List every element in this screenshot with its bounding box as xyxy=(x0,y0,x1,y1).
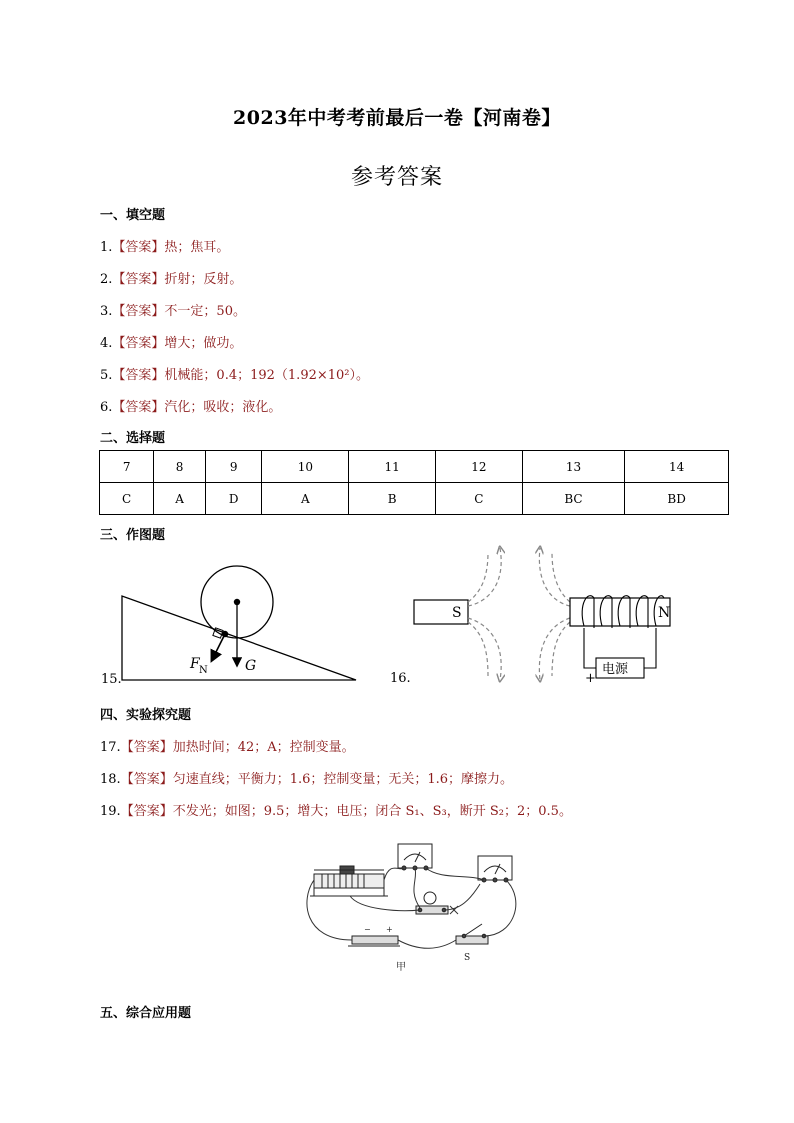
table-cell: BC xyxy=(522,483,625,515)
answer-text: 热；焦耳。 xyxy=(164,240,230,255)
figure-19-circuit xyxy=(300,840,530,975)
power-supply-label: 电源 xyxy=(602,662,629,677)
answer-line xyxy=(100,396,281,415)
question-number: 17. xyxy=(100,740,121,755)
question-number: 2. xyxy=(100,272,113,287)
question-number: 19. xyxy=(100,804,121,819)
answer-text: 加热时间；42；A；控制变量。 xyxy=(172,740,355,755)
answer-tag: 【答案】 xyxy=(112,272,165,287)
ammeter xyxy=(478,856,512,882)
answer-line xyxy=(100,236,229,255)
answer-text: 匀速直线；平衡力；1.6；控制变量；无关；1.6；摩擦力。 xyxy=(172,772,514,787)
figure-16-magnetic-field xyxy=(388,544,678,690)
answer-text: 增大；做功。 xyxy=(164,336,243,351)
answer-line xyxy=(100,332,242,351)
table-cell: 13 xyxy=(522,451,625,483)
magnet-s-label: S xyxy=(452,605,462,621)
answer-tag: 【答案】 xyxy=(120,740,173,755)
document-subtitle: 参考答案 xyxy=(350,165,443,190)
answer-tag: 【答案】 xyxy=(112,240,165,255)
question-number: 4. xyxy=(100,336,113,351)
section-heading-choice: 二、选择题 xyxy=(100,431,166,446)
answer-tag: 【答案】 xyxy=(112,400,165,415)
answer-line xyxy=(100,768,513,787)
question-number: 1. xyxy=(100,240,113,255)
section-heading-experiment: 四、实验探究题 xyxy=(100,708,192,723)
answer-text: 汽化；吸收；液化。 xyxy=(164,400,282,415)
answer-text: 不一定；50。 xyxy=(164,304,246,319)
answer-line xyxy=(100,800,572,819)
question-number: 6. xyxy=(100,400,113,415)
answer-line xyxy=(100,300,246,319)
table-cell: C xyxy=(436,483,523,515)
table-cell: 14 xyxy=(625,451,729,483)
section-heading-comprehensive: 五、综合应用题 xyxy=(100,1006,192,1021)
battery-negative: − xyxy=(364,925,371,934)
rheostat xyxy=(310,866,388,896)
answer-line xyxy=(100,268,242,287)
document-title: 2023年中考考前最后一卷【河南卷】 xyxy=(233,107,561,129)
battery xyxy=(348,936,400,946)
answer-tag: 【答案】 xyxy=(120,804,173,819)
section-heading-fill: 一、填空题 xyxy=(100,208,166,223)
field-lines xyxy=(468,548,570,680)
figure-15-label: 15. xyxy=(101,672,122,687)
battery-positive: + xyxy=(386,925,393,934)
table-cell: 12 xyxy=(436,451,523,483)
answer-tag: 【答案】 xyxy=(112,304,165,319)
question-number: 5. xyxy=(100,368,113,383)
answer-tag: 【答案】 xyxy=(112,368,165,383)
table-cell: C xyxy=(100,483,154,515)
normal-force-label: F xyxy=(190,656,200,672)
answer-text: 折射；反射。 xyxy=(164,272,243,287)
answer-line xyxy=(100,364,369,383)
table-cell: A xyxy=(154,483,206,515)
table-cell: A xyxy=(262,483,349,515)
section-heading-drawing: 三、作图题 xyxy=(100,528,166,543)
answer-text: 机械能；0.4；192（1.92×10²）。 xyxy=(164,368,370,383)
figure-15-incline-forces xyxy=(98,548,368,690)
choice-answer-table xyxy=(99,450,729,515)
magnet-n-label: N xyxy=(658,605,671,621)
voltmeter xyxy=(398,844,432,870)
table-cell: 9 xyxy=(205,451,262,483)
table-row-answers xyxy=(100,483,729,515)
question-number: 18. xyxy=(100,772,121,787)
question-number: 3. xyxy=(100,304,113,319)
lamp xyxy=(416,892,448,914)
table-cell: BD xyxy=(625,483,729,515)
answer-tag: 【答案】 xyxy=(120,772,173,787)
switch xyxy=(456,924,488,944)
table-cell: D xyxy=(205,483,262,515)
normal-force-subscript: N xyxy=(199,665,208,676)
figure-19-caption: 甲 xyxy=(396,962,406,973)
answer-tag: 【答案】 xyxy=(112,336,165,351)
table-cell: 7 xyxy=(100,451,154,483)
table-cell: 11 xyxy=(349,451,436,483)
answer-line xyxy=(100,736,355,755)
table-cell: 8 xyxy=(154,451,206,483)
table-cell: 10 xyxy=(262,451,349,483)
table-cell: B xyxy=(349,483,436,515)
answer-text: 不发光；如图；9.5；增大；电压；闭合 S₁、S₃，断开 S₂；2；0.5。 xyxy=(172,804,572,819)
gravity-label: G xyxy=(245,658,257,674)
switch-label: S xyxy=(464,953,471,963)
figure-16-label: 16. xyxy=(390,671,411,686)
positive-terminal: + xyxy=(585,671,596,686)
table-row-numbers xyxy=(100,451,729,483)
